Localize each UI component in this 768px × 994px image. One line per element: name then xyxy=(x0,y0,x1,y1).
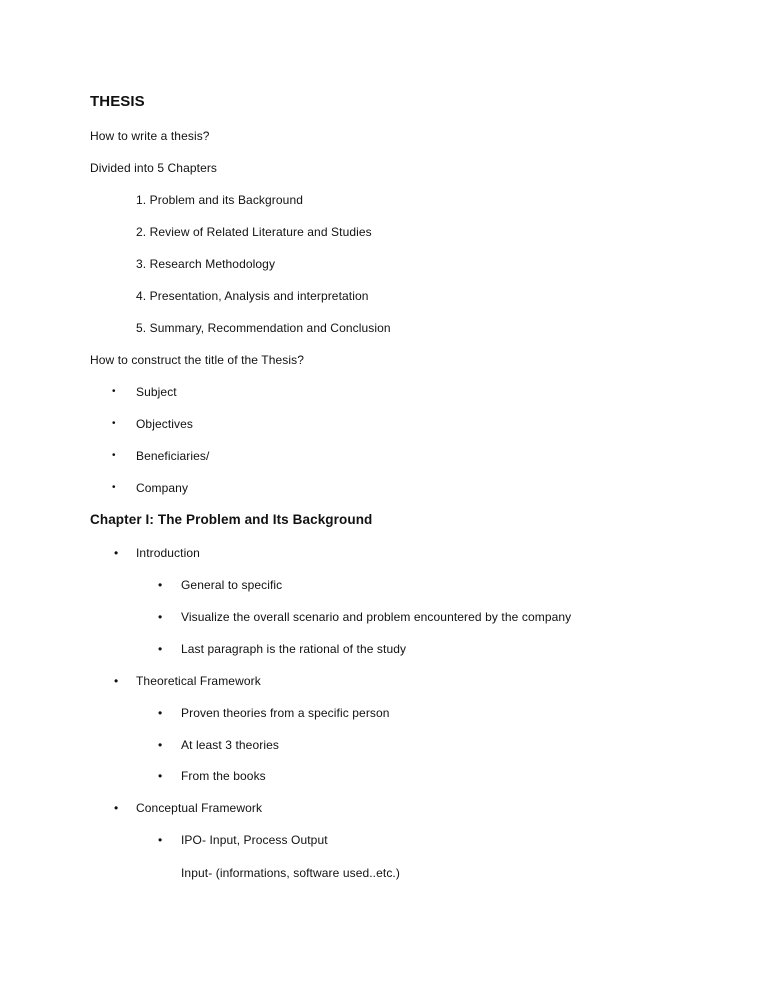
bullet-icon: • xyxy=(158,706,163,720)
section-label: Conceptual Framework xyxy=(136,801,263,815)
bullet-icon: • xyxy=(158,833,163,847)
bullet-icon: • xyxy=(112,450,116,461)
section-item: Proven theories from a specific person xyxy=(181,706,390,720)
divided-text: Divided into 5 Chapters xyxy=(90,161,218,175)
bullet-icon: • xyxy=(158,610,163,624)
bullet-icon: • xyxy=(114,801,119,815)
section-item: From the books xyxy=(181,769,266,783)
section-item: At least 3 theories xyxy=(181,738,279,752)
chapter-list-item: 4. Presentation, Analysis and interpretation xyxy=(136,289,369,303)
bullet-icon: • xyxy=(112,418,116,429)
section-label: Theoretical Framework xyxy=(136,674,261,688)
section-item: Visualize the overall scenario and problem encountered by the company xyxy=(181,610,572,624)
bullet-icon: • xyxy=(158,738,163,752)
chapter-list-item: 2. Review of Related Literature and Studies xyxy=(136,225,372,239)
section-item: IPO- Input, Process Output xyxy=(181,833,328,847)
title-list-item: Beneficiaries/ xyxy=(136,449,210,463)
bullet-icon: • xyxy=(158,769,163,783)
title-list-item: Objectives xyxy=(136,417,194,431)
input-note: Input- (informations, software used..etc.) xyxy=(181,866,400,880)
section-label: Introduction xyxy=(136,546,200,560)
chapter1-heading: Chapter I: The Problem and Its Background xyxy=(90,512,373,527)
section-item: General to specific xyxy=(181,578,283,592)
bullet-icon: • xyxy=(158,578,163,592)
section-item: Last paragraph is the rational of the study xyxy=(181,642,407,656)
document-title: THESIS xyxy=(90,93,145,110)
bullet-icon: • xyxy=(112,482,116,493)
bullet-icon: • xyxy=(158,642,163,656)
chapter-list-item: 1. Problem and its Background xyxy=(136,193,303,207)
bullet-icon: • xyxy=(114,546,119,560)
title-list-item: Subject xyxy=(136,385,177,399)
chapter-list-item: 3. Research Methodology xyxy=(136,257,276,271)
bullet-icon: • xyxy=(112,386,116,397)
bullet-icon: • xyxy=(114,674,119,688)
question-title: How to construct the title of the Thesis? xyxy=(90,353,304,367)
title-list-item: Company xyxy=(136,481,189,495)
chapter-list-item: 5. Summary, Recommendation and Conclusion xyxy=(136,321,391,335)
question-write: How to write a thesis? xyxy=(90,129,210,143)
